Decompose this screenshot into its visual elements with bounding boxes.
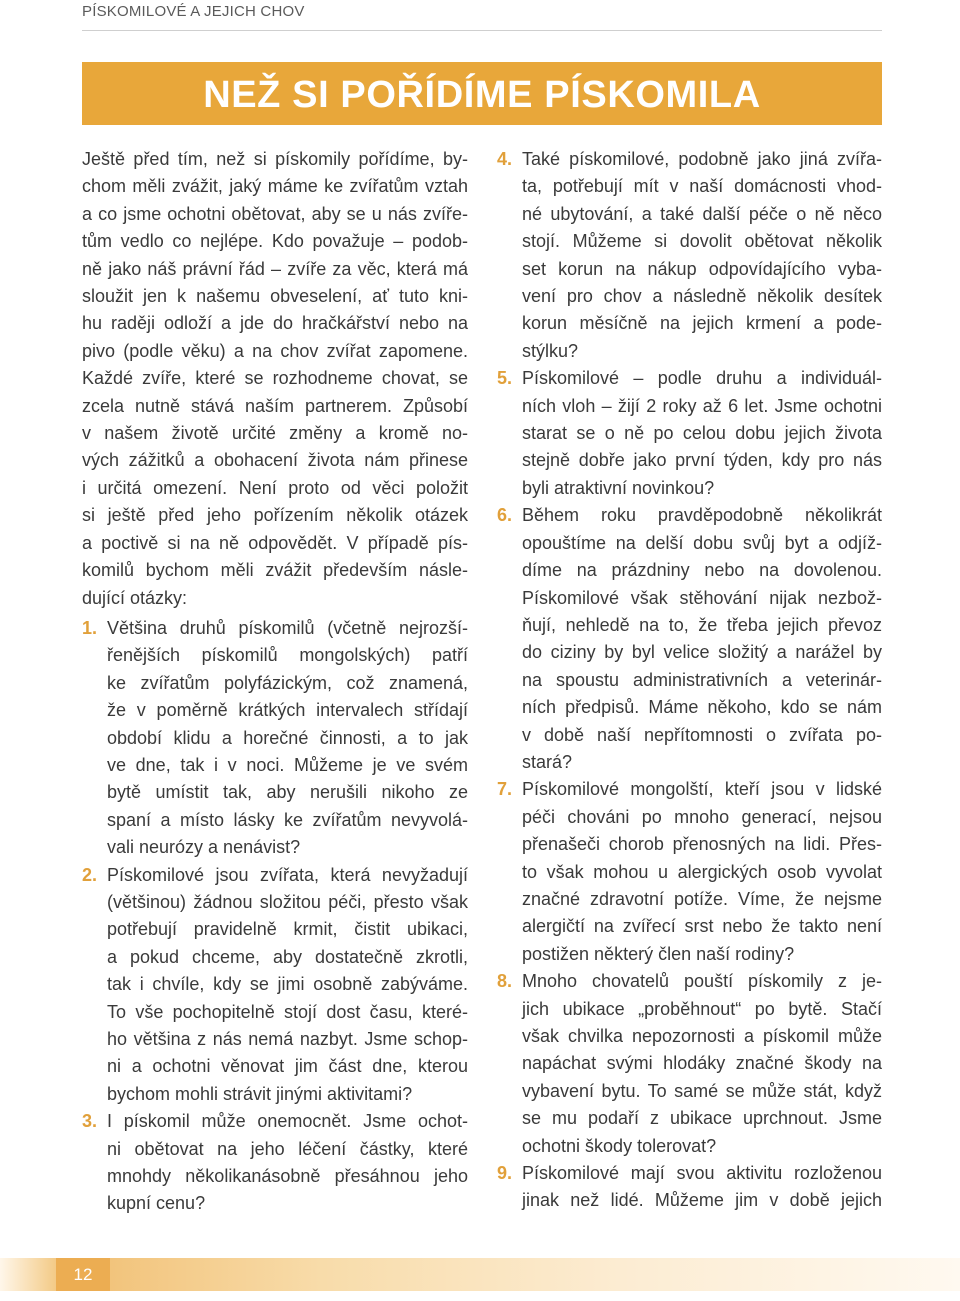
item-line: ho většina z nás nemá nazbyt. Jsme schop- <box>107 1029 468 1049</box>
item-line: To vše pochopitelně stojí dost času, které- <box>107 1001 468 1022</box>
item-line: né ubytování, a také další péče o ně něco <box>522 203 882 224</box>
item-line: kupní cenu? <box>107 1193 206 1214</box>
item-line: stará? <box>522 751 573 772</box>
question-list <box>82 615 468 1218</box>
text-line: komilů bychom měli zvážit především násle- <box>82 560 468 581</box>
list-number: 1. <box>82 617 98 638</box>
text-line: si ještě před jeho pořízením několik otázek <box>82 505 468 526</box>
text-line: Každé zvíře, které se rozhodneme chovat, se <box>82 368 468 389</box>
list-number: 6. <box>497 505 513 526</box>
list-number: 4. <box>497 149 513 169</box>
text-line: tům vedlo co nejlépe. Kdo považuje – podob- <box>82 231 468 252</box>
item-line: bychom mohli strávit jinými aktivitami? <box>107 1083 413 1104</box>
header-rule <box>82 30 882 31</box>
item-line: postižen některý člen naší rodiny? <box>522 943 795 964</box>
item-line: se mu podaří z ubikace uprchnout. Jsme <box>522 1108 882 1129</box>
list-item <box>82 1108 468 1218</box>
item-line: Pískomilové však stěhování nijak nezbož- <box>522 587 882 608</box>
item-line: ních předpisů. Máme někoho, kdo se nám <box>522 697 882 718</box>
footer-band <box>0 1258 960 1291</box>
item-line: bytě umístit tak, aby nerušili nikoho ze <box>107 782 468 803</box>
list-item <box>82 615 468 862</box>
item-line: ňují, nehledě na to, že třeba jejich převoz <box>522 614 882 635</box>
list-item <box>497 502 882 776</box>
running-header: PÍSKOMILOVÉ A JEJICH CHOV <box>82 3 305 20</box>
item-line: vali neurózy a nenávist? <box>107 837 301 858</box>
text-line: dující otázky: <box>82 587 188 608</box>
item-line: ni obětovat na jeho léčení částky, které <box>107 1138 468 1159</box>
list-item <box>497 1160 882 1215</box>
list-item <box>82 862 468 1109</box>
item-line: na spoustu administrativních a veterinár- <box>522 669 882 690</box>
item-line: však chvilka nepozornosti a pískomil může <box>522 1026 882 1046</box>
list-number: 7. <box>497 779 513 800</box>
item-line: a pokud chceme, aby dostatečně zkrotli, <box>107 946 468 967</box>
list-item <box>497 146 882 365</box>
item-line: péči chováni po mnoho generací, nejsou <box>522 806 882 827</box>
item-line: jich ubikace „proběhnout“ po bytě. Stačí <box>522 998 882 1019</box>
item-line: přenašeči chorob přenosných na lidi. Přes- <box>522 834 882 855</box>
item-line: Během roku pravděpodobně několikrát <box>522 505 882 526</box>
item-line: ních vloh – žijí 2 roky až 6 let. Jsme ochotni <box>522 395 882 416</box>
item-line: I pískomil může onemocnět. Jsme ochot- <box>107 1111 468 1132</box>
item-line: období klidu a horečné činnosti, a to jak <box>107 727 468 748</box>
item-line: jinak než lidé. Můžeme jim v době jejich <box>522 1190 882 1211</box>
item-line: ve dne, tak i v noci. Můžeme je ve svém <box>107 754 468 775</box>
text-line: vých zážitků a obohacení života nám přinese <box>82 450 468 471</box>
item-line: mnohdy několikanásobně přesáhnou jeho <box>107 1166 468 1187</box>
item-line: spaní a místo lásky ke zvířatům nevyvolá- <box>107 809 468 830</box>
item-line: Pískomilové mongolští, kteří jsou v lidské <box>522 779 882 800</box>
item-line: vybavení bytu. To samé se může stát, když <box>522 1080 882 1101</box>
item-line: Pískomilové mají svou aktivitu rozloženou <box>522 1163 882 1184</box>
item-line: díme na prázdniny nebo na dovolenou. <box>522 560 882 581</box>
text-line: v našem životě určité změny a kromě no- <box>82 423 468 444</box>
list-number: 3. <box>82 1111 98 1132</box>
item-line: Pískomilové jsou zvířata, která nevyžadují <box>107 864 468 885</box>
item-line: Většina druhů pískomilů (včetně nejrozší- <box>107 617 468 638</box>
page-title: NEŽ SI POŘÍDÍME PÍSKOMILA <box>203 73 761 116</box>
list-item <box>497 365 882 502</box>
footer-gradient-right <box>110 1258 960 1291</box>
item-line: potřebují pravidelně krmit, čistit ubikaci, <box>107 919 468 940</box>
title-banner <box>82 62 882 125</box>
question-list <box>497 146 882 1215</box>
list-number: 8. <box>497 971 513 992</box>
item-line: ke zvířatům polyfázickým, což znamená, <box>107 672 468 693</box>
left-column <box>82 146 468 1218</box>
item-line: Pískomilové – podle druhu a individuál- <box>522 368 882 389</box>
item-line: stejně dobře jako první týden, kdy pro nás <box>522 450 882 471</box>
item-line: (většinou) žádnou složitou péči, přesto však <box>107 891 468 912</box>
text-line: hu raději odloží a jde do hračkářství nebo na <box>82 313 468 334</box>
item-line: alergičtí na zvířecí srst nebo že takto není <box>522 916 882 937</box>
text-line: ně jako náš právní řád – zvíře za věc, která má <box>82 258 468 279</box>
text-line: zcela nutně stává naším partnerem. Způsobí <box>82 395 468 416</box>
item-line: tak i chvíle, kdy se jimi osobně zabýváme. <box>107 974 468 995</box>
text-line: i určitá omezení. Není proto od věci položit <box>82 477 468 498</box>
item-line: byli atraktivní novinkou? <box>522 477 715 498</box>
text-line: a co jsme ochotni obětovat, aby se u nás zvíře- <box>82 203 468 224</box>
text-line: a poctivě si na ně odpovědět. V případě pís- <box>82 532 468 553</box>
list-item <box>497 776 882 968</box>
item-line: vení pro chov a následně několik desítek <box>522 286 882 307</box>
item-line: ta, potřebují mít v naší domácnosti vhod- <box>522 176 882 197</box>
text-line: chom měli zvážit, jaký máme ke zvířatům vztah <box>82 176 468 197</box>
text-line: sloužit jen k našemu obveselení, ať tuto kni- <box>82 286 468 307</box>
list-number: 2. <box>82 864 98 885</box>
right-column <box>497 146 882 1215</box>
item-line: set korun na nákup odpovídajícího vyba- <box>522 258 882 279</box>
item-line: starat se o ně po celou dobu jejich života <box>522 423 882 444</box>
item-line: korun měsíčně na jejich krmení a pode- <box>522 313 882 334</box>
item-line: stojí. Můžeme si dovolit obětovat několik <box>522 231 882 252</box>
item-line: Mnoho chovatelů pouští pískomily z je- <box>522 971 882 992</box>
item-line: ni a ochotni věnovat jim část dne, kterou <box>107 1056 468 1077</box>
page-number: 12 <box>56 1258 110 1291</box>
item-line: opouštíme na delší dobu svůj byt a odjíž- <box>522 532 882 553</box>
item-line: řenějších pískomilů mongolských) patří <box>107 645 468 666</box>
item-line: ochotni škody tolerovat? <box>522 1135 717 1156</box>
item-line: Také pískomilové, podobně jako jiná zvířa- <box>522 149 882 169</box>
list-number: 9. <box>497 1163 513 1184</box>
item-line: napáchat svými hlodáky značné škody na <box>522 1053 882 1074</box>
item-line: to však mohou u alergických osob vyvolat <box>522 861 882 882</box>
list-number: 5. <box>497 368 513 389</box>
list-item <box>497 968 882 1160</box>
item-line: že v poměrně krátkých intervalech střídají <box>107 700 468 721</box>
item-line: do ciziny by byl velice složitý a narážel by <box>522 642 882 663</box>
text-line: pivo (podle věku) a na chov zvířat zapomene. <box>82 340 468 361</box>
item-line: v době naší nepřítomnosti o zvířata po- <box>522 724 882 745</box>
item-line: značné zdravotní potíže. Víme, že nejsme <box>522 888 882 909</box>
intro-paragraph <box>82 146 468 612</box>
footer-gradient-left <box>0 1258 56 1291</box>
text-line: Ještě před tím, než si pískomily pořídíme, by- <box>82 149 468 169</box>
item-line: stýlku? <box>522 340 579 361</box>
